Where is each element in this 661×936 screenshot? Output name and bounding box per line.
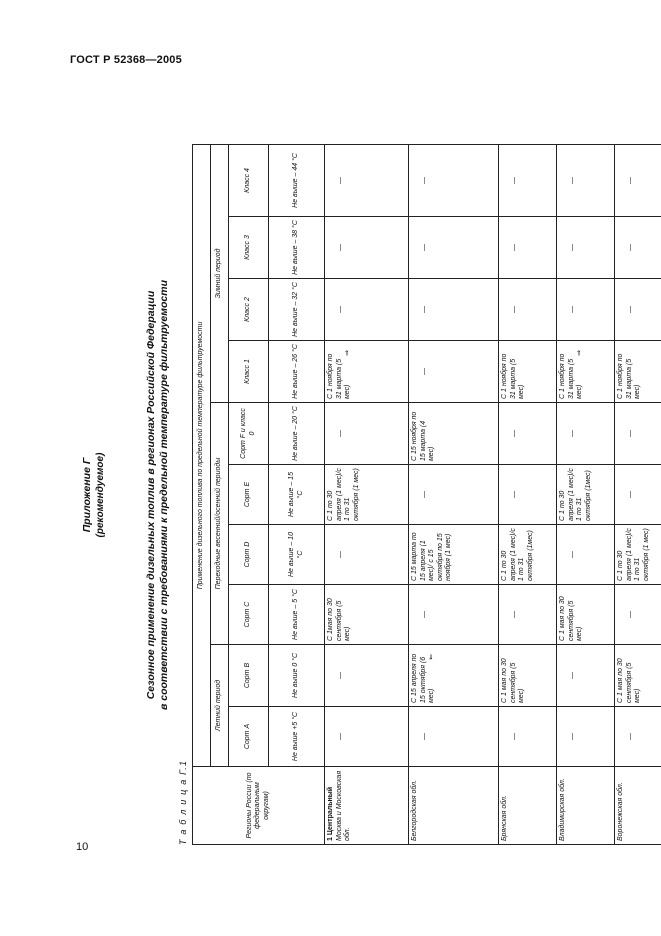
empty-cell bbox=[499, 585, 557, 645]
cell-text: С 1 по 30 апреля (1 мес)/с 1 по 31 октября (1мес) bbox=[501, 528, 534, 581]
cell-text: С 1мая по 30 сентября (5 мес) bbox=[327, 598, 351, 641]
grade-header: Сорт E bbox=[229, 465, 269, 525]
table-label: Т а б л и ц а Г.1 bbox=[178, 759, 188, 845]
period-cell bbox=[615, 341, 661, 403]
period-cell bbox=[615, 645, 661, 707]
cell-text: — bbox=[337, 551, 344, 558]
grade-row bbox=[229, 144, 269, 844]
empty-cell bbox=[615, 585, 661, 645]
header-regions: Регионы России (по федеральным округам) bbox=[193, 767, 325, 845]
empty-cell bbox=[615, 144, 661, 216]
table-title bbox=[145, 145, 171, 845]
document-id: ГОСТ Р 52368—2005 bbox=[70, 54, 182, 66]
grade-header: Класс 3 bbox=[229, 217, 269, 279]
cell-text: — bbox=[337, 306, 344, 313]
temperature-limit: Не выше – 15 °C bbox=[269, 465, 325, 525]
empty-cell bbox=[409, 341, 499, 403]
cell-text: — bbox=[421, 306, 428, 313]
empty-cell bbox=[557, 645, 615, 707]
temperature-limit: Не выше +5 °C bbox=[269, 707, 325, 767]
table-title-line-1: Сезонное применение дизельных топлив в регионах Российской Федерации bbox=[145, 290, 157, 700]
table-row bbox=[325, 144, 409, 844]
temperature-limit: Не выше – 10 °C bbox=[269, 525, 325, 585]
cell-text: — bbox=[421, 733, 428, 740]
cell-text: С 1 мая по 30 сентября (5 мес) bbox=[501, 658, 525, 703]
header-transition: Переходные весенний/осенний периоды bbox=[211, 403, 229, 645]
cell-text: — bbox=[569, 244, 576, 251]
empty-cell bbox=[409, 465, 499, 525]
cell-text: — bbox=[569, 306, 576, 313]
header-winter: Зимний период bbox=[211, 144, 229, 402]
region-cell bbox=[499, 767, 557, 845]
region-name: Белгородская обл. bbox=[411, 779, 418, 841]
empty-cell bbox=[499, 707, 557, 767]
cell-text: — bbox=[569, 733, 576, 740]
appendix-subtitle: (рекомендуемое) bbox=[95, 452, 106, 538]
cell-text: С 1 по 30 апреля (1 мес)/с 1 по 31 октября (1 мес) bbox=[327, 468, 360, 521]
cell-text: — bbox=[627, 176, 634, 184]
empty-cell bbox=[615, 707, 661, 767]
empty-cell bbox=[615, 465, 661, 525]
cell-text: С 1 мая по 30 сентября (5 мес) bbox=[559, 596, 583, 641]
table-row bbox=[499, 144, 557, 844]
period-cell bbox=[499, 341, 557, 403]
region-cell bbox=[409, 767, 499, 845]
cell-text: — bbox=[627, 491, 634, 498]
empty-cell bbox=[325, 707, 409, 767]
cell-text: — bbox=[337, 672, 344, 679]
empty-cell bbox=[499, 403, 557, 465]
cell-text: С 15 ноября по 15 марта (4 мес) bbox=[411, 411, 435, 461]
cell-text: — bbox=[421, 244, 428, 251]
region-name: Владимирская обл. bbox=[559, 778, 566, 841]
empty-cell bbox=[325, 144, 409, 216]
cell-text: — bbox=[337, 176, 344, 184]
empty-cell bbox=[557, 217, 615, 279]
cell-text: С 1 ноября по 31 марта (5 мес) bbox=[559, 353, 583, 399]
period-cell bbox=[409, 525, 499, 585]
cell-text: С 1 по 30 апреля (1 мес)/с 1 по 31 октября (1 мес) bbox=[617, 528, 650, 581]
cell-text: — bbox=[337, 733, 344, 740]
empty-cell bbox=[409, 585, 499, 645]
temperature-limit: Не выше – 26 °C bbox=[269, 341, 325, 403]
table-row bbox=[557, 144, 615, 844]
temperature-limit: Не выше – 32 °C bbox=[269, 279, 325, 341]
temperature-limit: Не выше – 20 °C bbox=[269, 403, 325, 465]
cell-text: — bbox=[511, 491, 518, 498]
federal-district: 1 Центральный bbox=[327, 786, 334, 841]
cell-text: — bbox=[511, 306, 518, 313]
empty-cell bbox=[557, 525, 615, 585]
period-cell bbox=[325, 465, 409, 525]
arrow-icon: ⇒ bbox=[344, 350, 351, 356]
empty-cell bbox=[325, 217, 409, 279]
region-cell bbox=[325, 767, 409, 845]
empty-cell bbox=[557, 279, 615, 341]
cell-text: — bbox=[627, 430, 634, 437]
period-cell bbox=[557, 341, 615, 403]
period-cell bbox=[557, 465, 615, 525]
seasonal-fuel-table bbox=[192, 144, 661, 845]
empty-cell bbox=[409, 279, 499, 341]
empty-cell bbox=[409, 217, 499, 279]
cell-text: — bbox=[511, 611, 518, 618]
page-number: 10 bbox=[76, 841, 89, 853]
empty-cell bbox=[325, 525, 409, 585]
empty-cell bbox=[409, 707, 499, 767]
empty-cell bbox=[409, 144, 499, 216]
header-summer: Летний период bbox=[211, 645, 229, 767]
table-row bbox=[409, 144, 499, 844]
empty-cell bbox=[325, 403, 409, 465]
region-cell bbox=[615, 767, 661, 845]
empty-cell bbox=[325, 279, 409, 341]
grade-header: Сорт C bbox=[229, 585, 269, 645]
empty-cell bbox=[615, 279, 661, 341]
period-cell bbox=[499, 645, 557, 707]
temperature-limit: Не выше 0 °C bbox=[269, 645, 325, 707]
cell-text: — bbox=[627, 306, 634, 313]
cell-text: — bbox=[511, 244, 518, 251]
grade-header: Класс 1 bbox=[229, 341, 269, 403]
grade-header: Сорт B bbox=[229, 645, 269, 707]
cell-text: — bbox=[421, 491, 428, 498]
period-cell bbox=[325, 341, 409, 403]
cell-text: — bbox=[337, 244, 344, 251]
temperature-limit: Не выше – 44 °C bbox=[269, 144, 325, 216]
region-cell bbox=[557, 767, 615, 845]
cell-text: — bbox=[569, 551, 576, 558]
cell-text: С 1 по 30 апреля (1 мес)/с 1 по 31 октября (1мес) bbox=[559, 468, 592, 521]
empty-cell bbox=[615, 217, 661, 279]
period-cell bbox=[409, 403, 499, 465]
region-name: Москва и Московская обл. bbox=[335, 770, 351, 841]
empty-cell bbox=[499, 279, 557, 341]
cell-text: С 1 ноября по 31 марта (5 мес) bbox=[501, 353, 525, 399]
cell-text: — bbox=[569, 430, 576, 437]
period-cell bbox=[409, 645, 499, 707]
cell-text: — bbox=[421, 176, 428, 184]
empty-cell bbox=[499, 217, 557, 279]
temperature-limit: Не выше – 5 °C bbox=[269, 585, 325, 645]
empty-cell bbox=[499, 144, 557, 216]
rotated-content bbox=[75, 145, 650, 845]
arrow-icon: ⇐ bbox=[428, 654, 435, 660]
cell-text: — bbox=[627, 611, 634, 618]
grade-header: Сорт F и класс 0 bbox=[229, 403, 269, 465]
table-row bbox=[615, 144, 661, 844]
limit-row bbox=[269, 144, 325, 844]
cell-text: С 15 марта по 15 апреля (1 мес)/ с 15 октября по 15 ноября (1 мес) bbox=[411, 532, 452, 581]
arrow-icon: ⇒ bbox=[576, 350, 583, 356]
cell-text: С 1 ноября по 31 марта (5 мес) bbox=[327, 353, 351, 399]
cell-text: — bbox=[421, 368, 428, 375]
period-cell bbox=[325, 585, 409, 645]
cell-text: — bbox=[511, 733, 518, 740]
cell-text: С 1 ноября по 31 марта (5 мес) bbox=[617, 353, 641, 399]
cell-text: — bbox=[569, 176, 576, 184]
period-cell bbox=[557, 585, 615, 645]
region-name: Воронежская обл. bbox=[617, 782, 624, 841]
grade-header: Класс 2 bbox=[229, 279, 269, 341]
grade-header: Сорт D bbox=[229, 525, 269, 585]
period-cell bbox=[499, 525, 557, 585]
cell-text: — bbox=[421, 611, 428, 618]
empty-cell bbox=[499, 465, 557, 525]
empty-cell bbox=[557, 403, 615, 465]
cell-text: — bbox=[511, 430, 518, 437]
empty-cell bbox=[557, 707, 615, 767]
header-application: Применение дизельного топлива по предельной температуре фильтруемости bbox=[193, 144, 211, 766]
table-title-line-2: в соответствии с требованиями к предельной температуре фильтруемости bbox=[158, 280, 170, 710]
cell-text: С 1 мая по 30 сентября (5 мес) bbox=[617, 658, 641, 703]
cell-text: — bbox=[627, 733, 634, 740]
region-name: Брянская обл. bbox=[501, 795, 508, 841]
cell-text: — bbox=[337, 430, 344, 437]
grade-header: Класс 4 bbox=[229, 144, 269, 216]
temperature-limit: Не выше – 38 °C bbox=[269, 217, 325, 279]
empty-cell bbox=[557, 144, 615, 216]
cell-text: — bbox=[511, 176, 518, 184]
cell-text: — bbox=[569, 672, 576, 679]
grade-header: Сорт A bbox=[229, 707, 269, 767]
cell-text: — bbox=[627, 244, 634, 251]
appendix-title: Приложение Г bbox=[81, 457, 93, 533]
period-cell bbox=[615, 525, 661, 585]
cell-text: С 15 апреля по 15 октября (6 мес) bbox=[411, 653, 435, 703]
empty-cell bbox=[615, 403, 661, 465]
empty-cell bbox=[325, 645, 409, 707]
